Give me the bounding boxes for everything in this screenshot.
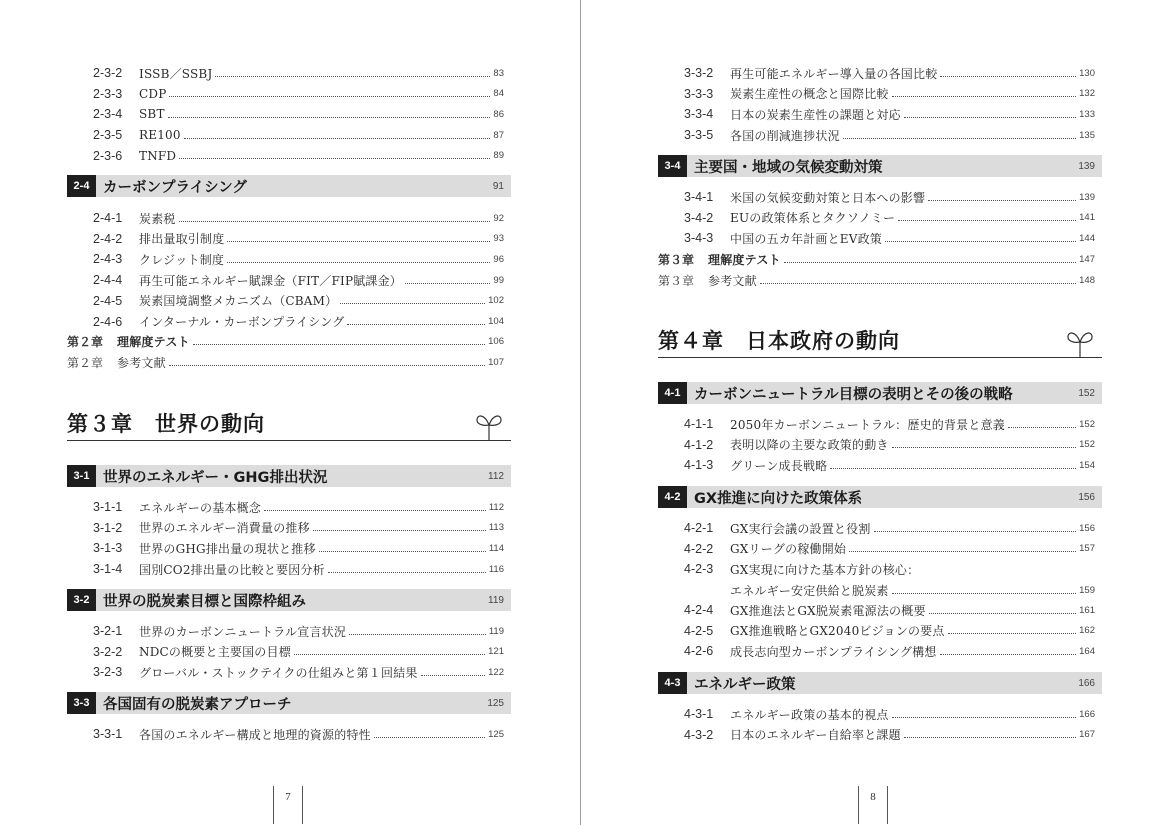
section-badge: 2-4	[67, 175, 96, 197]
entry-title: 排出量取引制度	[139, 232, 225, 247]
entry-number: 3-3-2	[684, 66, 714, 80]
entry-title: 2050年カーボンニュートラル：歴史的背景と意義	[730, 417, 1005, 432]
entry-number: 第３章	[658, 252, 695, 267]
entry-title: SBT	[139, 107, 165, 122]
entry-number: 3-1-4	[93, 562, 123, 577]
entry-title: 再生可能エネルギー導入量の各国比較	[730, 66, 938, 81]
toc-entry-2-4-4[interactable]	[93, 270, 504, 290]
entry-number: 4-2-3	[684, 562, 714, 576]
leader-dots	[179, 158, 490, 159]
section-badge: 3-2	[67, 589, 96, 611]
entry-title: TNFD	[139, 148, 177, 163]
leader-dots	[940, 76, 1076, 77]
entry-page: 96	[493, 253, 504, 265]
toc-entry-4-1-2[interactable]	[684, 435, 1095, 455]
toc-entry-3-4-2[interactable]	[684, 208, 1095, 228]
toc-entry-3-3-4[interactable]	[684, 104, 1095, 124]
toc-entry-3-3-3[interactable]	[684, 84, 1095, 104]
entry-number: 3-2-2	[93, 644, 123, 659]
entry-page: 164	[1079, 645, 1095, 657]
toc-entry-ch3-ref[interactable]	[658, 270, 1095, 290]
leader-dots	[340, 303, 485, 304]
entry-number: 4-2-6	[684, 644, 714, 659]
toc-entry-4-2-5[interactable]	[684, 621, 1095, 641]
section-header-3-2[interactable]	[67, 589, 511, 611]
leader-dots	[227, 241, 490, 242]
entry-page: 159	[1079, 584, 1095, 596]
leader-dots	[874, 531, 1077, 532]
toc-entry-4-2-1[interactable]	[684, 518, 1095, 538]
entry-page: 122	[488, 666, 504, 678]
entry-title: クレジット制度	[139, 252, 225, 267]
entry-title: 日本の炭素生産性の課題と対応	[730, 107, 901, 122]
page-number	[273, 786, 303, 824]
leader-dots	[313, 530, 486, 531]
entry-title: 世界のGHG排出量の現状と推移	[139, 541, 316, 556]
entry-page: 162	[1079, 625, 1095, 637]
entry-number: 3-3-5	[684, 128, 714, 143]
entry-title: 中国の五カ年計画とEV政策	[730, 231, 883, 246]
leader-dots	[227, 262, 490, 263]
entry-number: 3-4-3	[684, 231, 714, 246]
entry-number: 4-2-4	[684, 603, 714, 617]
entry-number: 2-4-1	[93, 211, 123, 225]
entry-page: 148	[1079, 274, 1095, 286]
leader-dots	[421, 675, 486, 676]
entry-page: 152	[1079, 418, 1095, 430]
toc-entry-2-3-2[interactable]	[93, 63, 504, 83]
entry-number: 2-3-4	[93, 107, 123, 122]
entry-title: GXリーグの稼働開始	[730, 542, 847, 557]
entry-number: 2-4-5	[93, 293, 123, 308]
entry-page: 92	[493, 212, 504, 224]
entry-page: 99	[493, 274, 504, 286]
entry-page: 144	[1079, 232, 1095, 244]
toc-entry-4-2-3-cont[interactable]	[730, 580, 1095, 600]
entry-page: 157	[1079, 543, 1095, 555]
entry-title: 参考文献	[708, 273, 757, 288]
entry-title: 各国の削減進捗状況	[730, 128, 840, 143]
toc-entry-2-4-1[interactable]	[93, 208, 504, 228]
section-title: 主要国・地域の気候変動対策	[694, 159, 883, 176]
entry-title: ISSB／SSBJ	[139, 66, 213, 81]
entry-title: GX実現に向けた基本方針の核心：	[730, 562, 920, 577]
leader-dots	[760, 283, 1076, 284]
entry-page: 125	[488, 728, 504, 740]
toc-entry-2-4-2[interactable]	[93, 229, 504, 249]
sprout-icon	[475, 410, 503, 440]
entry-page: 102	[488, 295, 504, 307]
leader-dots	[929, 613, 1076, 614]
entry-page: 106	[488, 335, 504, 347]
leader-dots	[940, 654, 1077, 655]
section-title: 各国固有の脱炭素アプローチ	[103, 696, 292, 713]
toc-entry-3-1-4[interactable]	[93, 559, 504, 579]
toc-entry-3-2-1[interactable]	[93, 621, 504, 641]
entry-title: 国別CO2排出量の比較と要因分析	[139, 562, 325, 577]
entry-title: エネルギー政策の基本的視点	[730, 707, 889, 722]
entry-title: GX推進法とGX脱炭素電源法の概要	[730, 603, 926, 618]
toc-entry-2-4-5[interactable]	[93, 291, 504, 311]
leader-dots	[193, 344, 485, 345]
entry-title: 世界のカーボンニュートラル宣言状況	[139, 624, 347, 639]
toc-entry-4-3-2[interactable]	[684, 725, 1095, 745]
entry-number: 2-4-4	[93, 273, 123, 288]
entry-title: グローバル・ストックテイクの仕組みと第１回結果	[139, 665, 418, 680]
entry-title-cont: エネルギー安定供給と脱炭素	[730, 583, 889, 598]
section-header-4-2[interactable]	[658, 486, 1102, 508]
entry-page: 93	[493, 233, 504, 245]
entry-page: 86	[493, 108, 504, 120]
entry-title: 理解度テスト	[708, 252, 781, 267]
entry-number: 3-3-1	[93, 727, 123, 741]
section-page: 152	[1078, 387, 1095, 399]
entry-number: 2-4-2	[93, 231, 123, 246]
entry-number: 2-4-6	[93, 314, 123, 329]
toc-entry-ch3-test[interactable]	[658, 249, 1095, 269]
entry-page: 130	[1079, 67, 1095, 79]
entry-page: 116	[488, 563, 504, 575]
toc-entry-4-2-6[interactable]	[684, 641, 1095, 661]
page-number-text: 7	[285, 791, 291, 803]
toc-entry-3-1-1[interactable]	[93, 497, 504, 517]
entry-number: 4-2-5	[684, 623, 714, 638]
entry-number: 第２章	[67, 355, 104, 370]
section-title: エネルギー政策	[694, 676, 796, 693]
toc-entry-4-2-4[interactable]	[684, 600, 1095, 620]
entry-number: 4-3-2	[684, 727, 714, 742]
leader-dots	[184, 138, 491, 139]
leader-dots	[892, 447, 1077, 448]
entry-number: 2-4-3	[93, 252, 123, 267]
toc-entry-2-3-4[interactable]	[93, 104, 504, 124]
leader-dots	[784, 262, 1076, 263]
chapter-title: 第３章 世界の動向	[67, 412, 265, 436]
entry-number: 4-1-1	[684, 417, 714, 431]
leader-dots	[849, 551, 1076, 552]
leader-dots	[168, 117, 491, 118]
section-title: カーボンニュートラル目標の表明とその後の戦略	[694, 386, 1013, 403]
toc-entry-ch2-ref[interactable]	[67, 352, 504, 372]
entry-title: 炭素生産性の概念と国際比較	[730, 87, 889, 102]
section-header-3-3[interactable]	[67, 692, 511, 714]
toc-entry-2-3-6[interactable]	[93, 146, 504, 166]
toc-entry-2-3-5[interactable]	[93, 125, 504, 145]
entry-number: 3-2-3	[93, 665, 123, 680]
entry-number: 2-3-6	[93, 148, 123, 163]
entry-page: 156	[1079, 522, 1095, 534]
entry-page: 139	[1079, 191, 1095, 203]
entry-page: 152	[1079, 439, 1095, 451]
entry-title: 理解度テスト	[117, 334, 190, 349]
toc-entry-3-3-5[interactable]	[684, 125, 1095, 145]
entry-page: 89	[493, 150, 504, 162]
page-number	[858, 786, 888, 824]
chapter-heading-4[interactable]	[658, 325, 1102, 358]
entry-page: 166	[1079, 708, 1095, 720]
leader-dots	[179, 221, 491, 222]
toc-entry-4-2-3[interactable]	[684, 559, 1095, 579]
toc-entry-4-1-3[interactable]	[684, 455, 1095, 475]
entry-number: 4-1-2	[684, 437, 714, 452]
section-badge: 4-1	[658, 382, 687, 404]
entry-number: 3-3-3	[684, 86, 714, 101]
entry-number: 2-3-5	[93, 128, 123, 143]
section-header-3-4[interactable]	[658, 155, 1102, 177]
toc-entry-4-3-1[interactable]	[684, 704, 1095, 724]
leader-dots	[830, 468, 1076, 469]
entry-page: 112	[488, 501, 504, 513]
entry-title: RE100	[139, 128, 181, 143]
entry-title: EUの政策体系とタクソノミー	[730, 211, 896, 226]
entry-title: GX推進戦略とGX2040ビジョンの要点	[730, 624, 945, 639]
entry-page: 87	[493, 129, 504, 141]
leader-dots	[294, 654, 485, 655]
entry-number: 3-4-2	[684, 210, 714, 225]
entry-page: 121	[488, 646, 504, 658]
entry-number: 4-1-3	[684, 458, 714, 473]
toc-entry-2-4-3[interactable]	[93, 249, 504, 269]
section-badge: 3-4	[658, 155, 687, 177]
toc-entry-3-2-3[interactable]	[93, 662, 504, 682]
leader-dots	[898, 220, 1076, 221]
toc-entry-4-1-1[interactable]	[684, 414, 1095, 434]
toc-entry-3-1-3[interactable]	[93, 538, 504, 558]
toc-entry-3-4-1[interactable]	[684, 187, 1095, 207]
leader-dots	[347, 324, 485, 325]
entry-page: 161	[1079, 604, 1095, 616]
entry-page: 107	[488, 356, 504, 368]
toc-entry-2-4-6[interactable]	[93, 312, 504, 332]
entry-page: 84	[493, 88, 504, 100]
section-page: 125	[487, 697, 504, 709]
entry-page: 113	[488, 522, 504, 534]
entry-number: 2-3-2	[93, 66, 123, 80]
entry-page: 147	[1079, 253, 1095, 265]
leader-dots	[169, 365, 485, 366]
entry-number: 4-2-1	[684, 521, 714, 535]
toc-entry-2-3-3[interactable]	[93, 84, 504, 104]
toc-entry-4-2-2[interactable]	[684, 539, 1095, 559]
entry-number: 第２章	[67, 334, 104, 349]
entry-number: 3-3-4	[684, 107, 714, 122]
leader-dots	[892, 96, 1077, 97]
entry-title: 炭素国境調整メカニズム（CBAM）	[139, 294, 338, 309]
section-page: 139	[1078, 160, 1095, 172]
section-page: 91	[492, 180, 504, 192]
chapter-title: 第４章 日本政府の動向	[658, 329, 900, 353]
entry-number: 3-2-1	[93, 624, 123, 638]
entry-number: 2-3-3	[93, 86, 123, 101]
leader-dots	[264, 510, 486, 511]
entry-page: 132	[1079, 88, 1095, 100]
section-badge: 4-2	[658, 486, 687, 508]
leader-dots	[405, 283, 490, 284]
leader-dots	[904, 737, 1076, 738]
toc-entry-3-3-2[interactable]	[684, 63, 1095, 83]
entry-title: 表明以降の主要な政策的動き	[730, 438, 889, 453]
entry-page: 104	[488, 316, 504, 327]
entry-number: 3-4-1	[684, 190, 714, 204]
entry-page: 114	[488, 542, 504, 554]
entry-title: インターナル・カーボンプライシング	[139, 315, 345, 329]
entry-page: 135	[1079, 129, 1095, 141]
section-badge: 3-3	[67, 692, 96, 714]
section-title: GX推進に向けた政策体系	[694, 490, 863, 507]
leader-dots	[328, 572, 486, 573]
entry-title: エネルギーの基本概念	[139, 500, 262, 515]
section-page: 119	[488, 594, 504, 606]
leader-dots	[349, 634, 486, 635]
entry-title: 各国のエネルギー構成と地理的資源的特性	[139, 727, 371, 742]
leader-dots	[374, 737, 485, 738]
section-header-4-3[interactable]	[658, 672, 1102, 694]
leader-dots	[169, 96, 490, 97]
section-badge: 4-3	[658, 672, 687, 694]
entry-page: 133	[1079, 108, 1095, 120]
chapter-heading-3[interactable]	[67, 408, 511, 441]
section-title: 世界の脱炭素目標と国際枠組み	[103, 593, 306, 610]
entry-page: 141	[1079, 212, 1095, 224]
entry-page: 83	[493, 67, 504, 79]
entry-title: 世界のエネルギー消費量の推移	[139, 521, 310, 536]
entry-title: 炭素税	[139, 211, 176, 226]
entry-title: GX実行会議の設置と役割	[730, 521, 871, 536]
section-page: 112	[488, 470, 504, 482]
leader-dots	[892, 717, 1077, 718]
toc-entry-ch2-test[interactable]	[67, 331, 504, 351]
entry-title: 参考文献	[117, 355, 166, 370]
section-page: 166	[1078, 677, 1095, 689]
leader-dots	[928, 200, 1076, 201]
entry-title: CDP	[139, 86, 167, 101]
entry-number: 4-3-1	[684, 707, 714, 721]
entry-number: 3-1-1	[93, 500, 123, 514]
section-title: 世界のエネルギー・GHG排出状況	[103, 469, 328, 486]
entry-title: NDCの概要と主要国の目標	[139, 645, 291, 660]
leader-dots	[892, 593, 1077, 594]
section-header-2-4[interactable]	[67, 175, 511, 197]
leader-dots	[1008, 427, 1076, 428]
left-page	[0, 0, 581, 825]
section-page: 156	[1078, 491, 1095, 503]
leader-dots	[885, 241, 1076, 242]
leader-dots	[319, 551, 486, 552]
section-header-4-1[interactable]	[658, 382, 1102, 404]
entry-title: 米国の気候変動対策と日本への影響	[730, 190, 926, 205]
entry-page: 154	[1079, 459, 1095, 471]
section-header-3-1[interactable]	[67, 465, 511, 487]
entry-number: 3-1-3	[93, 541, 123, 556]
entry-title: 成長志向型カーボンプライシング構想	[730, 644, 937, 659]
toc-entry-3-3-1[interactable]	[93, 724, 504, 744]
entry-page: 119	[488, 625, 504, 637]
entry-title: 再生可能エネルギー賦課金（FIT／FIP賦課金）	[139, 273, 403, 288]
toc-entry-3-1-2[interactable]	[93, 518, 504, 538]
page-number-text: 8	[870, 791, 876, 803]
toc-entry-3-4-3[interactable]	[684, 228, 1095, 248]
entry-title: 日本のエネルギー自給率と課題	[730, 728, 901, 743]
entry-number: 第３章	[658, 273, 695, 288]
entry-page: 167	[1079, 729, 1095, 741]
leader-dots	[843, 138, 1076, 139]
sprout-icon	[1066, 327, 1094, 357]
section-title: カーボンプライシング	[103, 179, 247, 196]
entry-number: 3-1-2	[93, 520, 123, 535]
leader-dots	[904, 117, 1076, 118]
leader-dots	[215, 76, 490, 77]
entry-title: グリーン成長戦略	[730, 458, 828, 473]
entry-number: 4-2-2	[684, 541, 714, 556]
right-page	[582, 0, 1164, 825]
section-badge: 3-1	[67, 465, 96, 487]
toc-entry-3-2-2[interactable]	[93, 642, 504, 662]
leader-dots	[948, 633, 1077, 634]
